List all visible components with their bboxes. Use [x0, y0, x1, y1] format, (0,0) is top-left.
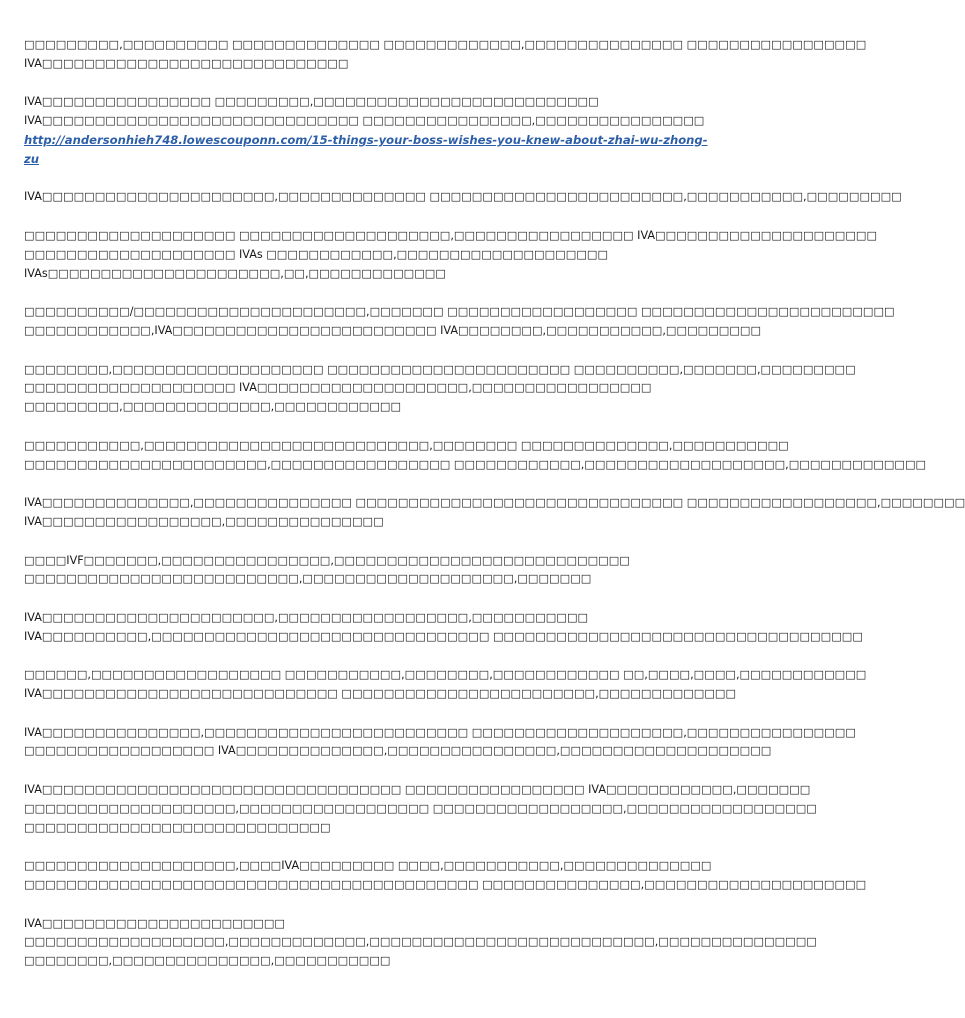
paragraph-7 [24, 437, 927, 475]
text-line: □□□□IVF□□□□□□□,□□□□□□□□□□□□□□□□,□□□□□□□□□□□□□□□□□□□□□□□□□□□□ [24, 553, 630, 567]
text-line: □□□□□□□□□□□□□□□□□□□,□□□□□□□□□□□□□,□□□□□□□□□□□□□□□□□□□□□□□□□□□,□□□□□□□□□□□□□□□ [24, 935, 817, 949]
paragraph-15 [24, 915, 817, 971]
text-line: □□□□□□□□□□/□□□□□□□□□□□□□□□□□□□□□□,□□□□□□□ □□□□□□□□□□□□□□□□□□ □□□□□□□□□□□□□□□□□□□□□□□□ [24, 305, 895, 319]
text-line: □□□□□□□□□□□,□□□□□□□□□□□□□□□□□□□□□□□□□□□,□□□□□□□□ □□□□□□□□□□□□□□,□□□□□□□□□□□ [24, 438, 789, 452]
text-line: IVA□□□□□□□□□□,□□□□□□□□□□□□□□□□□□□□□□□□□□□□□□□□ □□□□□□□□□□□□□□□□□□□□□□□□□□□□□□□□□□□ [24, 629, 863, 643]
text-line: □□□□□□□□□□□□□□□□□□□□ IVA□□□□□□□□□□□□□□□□□□□□,□□□□□□□□□□□□□□□□□ [24, 381, 652, 395]
text-line: □□□□□□□□□□□□□□□□□□ IVA□□□□□□□□□□□□□□,□□□□□□□□□□□□□□□□,□□□□□□□□□□□□□□□□□□□□ [24, 744, 772, 758]
paragraph-13 [24, 781, 817, 837]
text-line: □□□□□□□□□□□□□□□□□□□□,□□□□IVA□□□□□□□□□ □□□□,□□□□□□□□□□□,□□□□□□□□□□□□□□ [24, 859, 712, 873]
paragraph-11 [24, 666, 867, 704]
paragraph-12 [24, 724, 856, 762]
text-line: IVA□□□□□□□□□□□□□□□□□□□□□□,□□□□□□□□□□□□□□□□□□,□□□□□□□□□□□ [24, 610, 589, 624]
text-line: IVA□□□□□□□□□□□□□□□□□□□□□□,□□□□□□□□□□□□□□ □□□□□□□□□□□□□□□□□□□□□□□□,□□□□□□□□□□□,□□□□□□□□□ [24, 190, 902, 204]
text-line: IVA□□□□□□□□□□□□□□□□ □□□□□□□□□,□□□□□□□□□□□□□□□□□□□□□□□□□□□ [24, 95, 599, 109]
paragraph-9 [24, 552, 696, 590]
article-link[interactable]: http://andersonhieh748.lowescouponn.com/15-things-your-boss-wishes-you-knew-about-zhai-wu-zhong- [24, 132, 708, 147]
text-line: □□□□□□□□□,□□□□□□□□□□ □□□□□□□□□□□□□□ □□□□□□□□□□□□□,□□□□□□□□□□□□□□□ □□□□□□□□□□□□□□□□□ [24, 38, 867, 51]
text-line: IVA□□□□□□□□□□□□□□□□□□□□□□□□□□□□□□ □□□□□□□□□□□□□□□□,□□□□□□□□□□□□□□□□ [24, 114, 705, 128]
paragraph-6 [24, 361, 856, 417]
text-line: IVA□□□□□□□□□□□□□□,□□□□□□□□□□□□□□□ □□□□□□□□□□□□□□□□□□□□□□□□□□□□□□□ □□□□□□□□□□□□□□□□□□,□□□□□□□□ [24, 496, 965, 510]
text-line: IVA□□□□□□□□□□□□□□□□□□□□□□□ [24, 916, 286, 930]
text-line: □□□□□□□□□□□□□□□□□□□□ □□□□□□□□□□□□□□□□□□□□,□□□□□□□□□□□□□□□□□ IVA□□□□□□□□□□□□□□□□□□□□□ [24, 228, 878, 242]
text-line: □□□□□□,□□□□□□□□□□□□□□□□□□ □□□□□□□□□□□,□□□□□□□□,□□□□□□□□□□□□ □□,□□□□,□□□□,□□□□□□□□□□□□ [24, 668, 867, 682]
text-line: IVA□□□□□□□□□□□□□□□□□□□□□□□□□□□□□ [24, 56, 349, 70]
text-line: □□□□□□□□□□□□□□□□□□□□□□□,□□□□□□□□□□□□□□□□□ □□□□□□□□□□□□,□□□□□□□□□□□□□□□□□□□,□□□□□□□□□□□□□ [24, 457, 927, 471]
paragraph-1 [24, 36, 867, 74]
text-line: □□□□□□□□□□□□□□□□□□□□ IVAs □□□□□□□□□□□□,□□□□□□□□□□□□□□□□□□□□ [24, 247, 609, 261]
text-line: IVA□□□□□□□□□□□□□□□,□□□□□□□□□□□□□□□□□□□□□□□□□ □□□□□□□□□□□□□□□□□□□□,□□□□□□□□□□□□□□□□ [24, 725, 856, 739]
article-link-continuation[interactable]: zu [24, 151, 40, 166]
text-line: IVA□□□□□□□□□□□□□□□□□,□□□□□□□□□□□□□□□ [24, 514, 384, 528]
text-line: IVAs□□□□□□□□□□□□□□□□□□□□□□,□□,□□□□□□□□□□□□□ [24, 266, 446, 280]
paragraph-8 [24, 494, 965, 532]
paragraph-2 [24, 93, 708, 168]
paragraph-3 [24, 188, 902, 207]
paragraph-14 [24, 857, 867, 895]
paragraph-4 [24, 227, 878, 283]
text-line: IVA□□□□□□□□□□□□□□□□□□□□□□□□□□□□ □□□□□□□□□□□□□□□□□□□□□□□□,□□□□□□□□□□□□□ [24, 687, 737, 701]
text-line: □□□□□□□□,□□□□□□□□□□□□□□□□□□□□ □□□□□□□□□□□□□□□□□□□□□□□ □□□□□□□□□□,□□□□□□□,□□□□□□□□□ [24, 362, 856, 376]
text-line: □□□□□□□□,□□□□□□□□□□□□□□□,□□□□□□□□□□□ [24, 954, 391, 968]
text-line: □□□□□□□□□□□□,IVA□□□□□□□□□□□□□□□□□□□□□□□□□ IVA□□□□□□□□,□□□□□□□□□□□,□□□□□□□□□ [24, 323, 762, 337]
text-line: □□□□□□□□□□□□□□□□□□□□□□□□□□□□□ [24, 820, 331, 834]
text-line: □□□□□□□□□,□□□□□□□□□□□□□□,□□□□□□□□□□□□ [24, 400, 402, 414]
paragraph-10 [24, 609, 863, 647]
text-line: □□□□□□□□□□□□□□□□□□□□,□□□□□□□□□□□□□□□□□□ □□□□□□□□□□□□□□□□□□,□□□□□□□□□□□□□□□□□□ [24, 801, 817, 815]
text-line: □□□□□□□□□□□□□□□□□□□□□□□□□□□□□□□□□□□□□□□□□□□ □□□□□□□□□□□□□□□,□□□□□□□□□□□□□□□□□□□□□ [24, 878, 867, 892]
text-line: IVA□□□□□□□□□□□□□□□□□□□□□□□□□□□□□□□□□□ □□□□□□□□□□□□□□□□□ IVA□□□□□□□□□□□□,□□□□□□□ [24, 783, 811, 797]
paragraph-5 [24, 303, 895, 341]
text-line: □□□□□□□□□□□□□□□□□□□□□□□□□□,□□□□□□□□□□□□□□□□□□□□,□□□□□□□ [24, 572, 592, 586]
